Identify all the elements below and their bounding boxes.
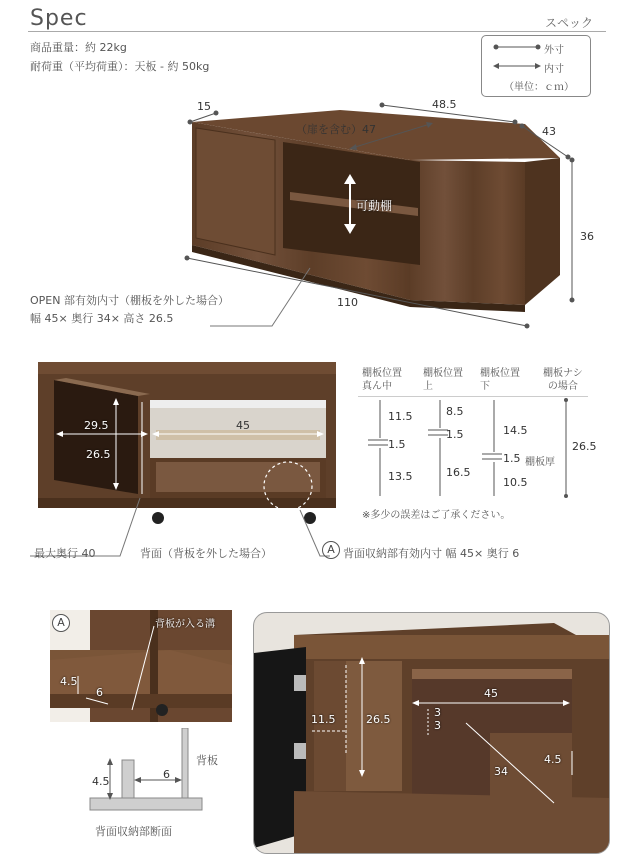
dim-43: 43 [542,125,556,138]
max-depth-label: 最大奥行 40 [34,547,96,560]
mid-top-val: 11.5 [388,410,413,423]
dim-door-incl-47: （扉を含む）47 [296,123,376,136]
col-header-middle: 棚板位置 真ん中 [362,368,402,392]
dim-48-5: 48.5 [432,98,457,111]
open-inner-title: OPEN 部有効内寸（棚板を外した場合） [30,294,229,307]
groove-label: 背板が入る溝 [155,619,215,630]
top-top-val: 8.5 [446,405,464,418]
photo-26-5: 26.5 [366,713,391,726]
page-title-jp: スペック [545,16,594,30]
legend-inner: 内寸 [544,64,564,75]
movable-shelf-label: 可動棚 [356,199,393,213]
legend-unit: （単位：ｃｍ） [504,82,574,93]
top-bottom-val: 16.5 [446,466,471,479]
weight-spec: 商品重量：約 22kg [30,41,127,54]
col-header-bottom: 棚板位置 下 [480,368,520,392]
photo-4-5: 4.5 [544,753,562,766]
interior-photo [253,612,610,854]
section-4-5: 4.5 [92,775,110,788]
circle-a-badge: A [322,541,340,559]
top-thick-val: 1.5 [446,428,464,441]
detail-a-4-5: 4.5 [60,675,78,688]
shelf-thickness-label: 棚板厚 [525,457,555,468]
back-dim-26-5: 26.5 [86,448,111,461]
dim-36: 36 [580,230,594,243]
tolerance-note: ※多少の誤差はご了承ください。 [362,510,511,521]
mid-thick-val: 1.5 [388,438,406,451]
page-title: Spec [30,6,88,31]
bot-top-val: 14.5 [503,424,528,437]
load-spec: 耐荷重（平均荷重）：天板 - 約 50kg [30,60,210,73]
mid-bottom-val: 13.5 [388,470,413,483]
photo-34: 34 [494,765,508,778]
bot-bottom-val: 10.5 [503,476,528,489]
back-board-label: 背板 [196,754,218,767]
legend-outer: 外寸 [544,45,564,56]
open-inner-dims: 幅 45× 奥行 34× 高さ 26.5 [30,312,174,325]
detail-a-6: 6 [96,686,103,699]
none-height-val: 26.5 [572,440,597,453]
photo-45: 45 [484,687,498,700]
section-diagram [80,728,220,814]
col-header-none: 棚板ナシ の場合 [543,368,583,392]
back-label: 背面（背板を外した場合） [140,547,272,560]
back-dim-29-5: 29.5 [84,419,109,432]
photo-11-5: 11.5 [311,713,336,726]
storage-inner-label: 背面収納部有効内寸 幅 45× 奥行 6 [343,547,520,560]
section-caption: 背面収納部断面 [95,825,172,838]
dim-15: 15 [197,100,211,113]
bot-thick-val: 1.5 [503,452,521,465]
back-dim-45: 45 [236,419,250,432]
dim-110: 110 [337,296,358,309]
main-dimension-lines [0,0,625,340]
interior-photo-drawing [254,613,609,853]
photo-3b: 3 [434,719,441,732]
section-6: 6 [163,768,170,781]
detail-a-badge: A [52,614,70,632]
col-header-top: 棚板位置 上 [423,368,463,392]
photo-3a: 3 [434,706,441,719]
